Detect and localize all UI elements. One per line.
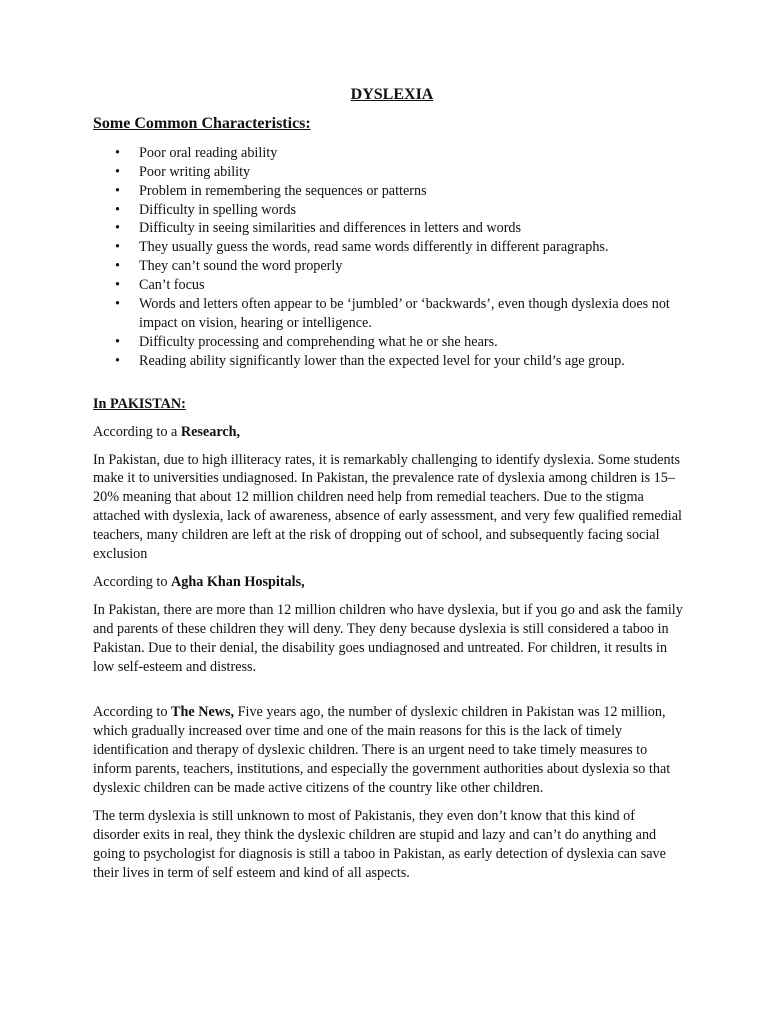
characteristic-item bbox=[93, 182, 683, 201]
characteristic-text: Words and letters often appear to be ‘jumbled’ or ‘backwards’, even though dyslexia does not impact on vision, hearing or intelligence. bbox=[139, 296, 670, 331]
characteristic-item bbox=[93, 257, 683, 276]
characteristic-text: Problem in remembering the sequences or patterns bbox=[139, 182, 427, 199]
characteristic-item bbox=[93, 276, 683, 295]
bullet-icon: • bbox=[115, 333, 120, 350]
characteristic-item bbox=[93, 219, 683, 238]
characteristics-list bbox=[93, 144, 683, 371]
characteristic-text: Reading ability significantly lower than the expected level for your child’s age group. bbox=[139, 352, 625, 369]
characteristic-item bbox=[93, 295, 683, 333]
research-source: Research, bbox=[180, 423, 241, 440]
pakistan-heading: In PAKISTAN: bbox=[93, 395, 186, 412]
characteristic-item bbox=[93, 238, 683, 257]
bullet-icon: • bbox=[115, 258, 120, 275]
research-intro: According to a Research, bbox=[93, 423, 241, 440]
closing-paragraph: The term dyslexia is still unknown to most of Pakistanis, they even don’t know that this kind of disorder exits in real, they think the dyslexic children are stupid and lazy and can’t do anything and going to psychologist for diagnosis is still a taboo in Pakistan, as early detection of dyslexia can save their lives in term of self esteem and kind of all aspects. bbox=[93, 808, 666, 881]
characteristics-heading: Some Common Characteristics: bbox=[93, 114, 311, 132]
characteristic-item bbox=[93, 144, 683, 163]
characteristic-text: Poor writing ability bbox=[139, 163, 251, 180]
characteristic-item bbox=[93, 201, 683, 220]
characteristic-text: Poor oral reading ability bbox=[139, 144, 278, 161]
characteristic-text: Difficulty in seeing similarities and differences in letters and words bbox=[139, 220, 522, 237]
characteristic-text: Can’t focus bbox=[139, 277, 205, 294]
characteristic-text: Difficulty processing and comprehending what he or she hears. bbox=[139, 333, 498, 350]
characteristic-text: They usually guess the words, read same words differently in different paragraphs. bbox=[139, 239, 609, 256]
characteristic-text: They can’t sound the word properly bbox=[139, 258, 343, 275]
characteristic-item bbox=[93, 333, 683, 352]
characteristic-item bbox=[93, 352, 683, 371]
agha-khan-paragraph: In Pakistan, there are more than 12 million children who have dyslexia, but if you go and ask the family and parents of these children they will deny. They deny because dyslexia is still considered a taboo in Pakistan. Due to their denial, the disability goes undiagnosed and untreated. For children, it results in low self-esteem and distress. bbox=[93, 601, 683, 675]
agha-khan-intro: According to Agha Khan Hospitals, bbox=[93, 573, 305, 590]
bullet-icon: • bbox=[115, 182, 120, 199]
document-title: DYSLEXIA bbox=[350, 86, 434, 103]
bullet-icon: • bbox=[115, 220, 120, 237]
the-news-source: The News, bbox=[171, 704, 235, 721]
bullet-icon: • bbox=[115, 163, 120, 180]
agha-khan-source: Agha Khan Hospitals, bbox=[171, 573, 305, 590]
bullet-icon: • bbox=[115, 239, 120, 256]
bullet-icon: • bbox=[115, 296, 120, 313]
bullet-icon: • bbox=[115, 277, 120, 294]
bullet-icon: • bbox=[115, 144, 120, 161]
characteristic-item bbox=[93, 163, 683, 182]
research-paragraph: In Pakistan, due to high illiteracy rates, it is remarkably challenging to identify dyslexia. Some students make it to universities undiagnosed. In Pakistan, the prevalence rate of dyslexia among children is 15–20% meaning that about 12 million children need help from remedial teachers. Due to the stigma attached with dyslexia, lack of awareness, absence of early assessment, and very few qualified remedial teachers, many children are left at the risk of dropping out of school, and subsequently facing social exclusion bbox=[93, 451, 682, 563]
document-page bbox=[93, 86, 683, 892]
the-news-paragraph: According to The News, Five years ago, the number of dyslexic children in Pakistan was 12 million, which gradually increased over time and one of the main reasons for this is the lack of timely identification and therapy of dyslexic children. There is an urgent need to take timely measures to inform parents, teachers, institutions, and especially the government authorities about dyslexia so that dyslexic children can be made active citizens of the country like other children. bbox=[93, 704, 671, 797]
characteristic-text: Difficulty in spelling words bbox=[139, 201, 296, 218]
bullet-icon: • bbox=[115, 201, 120, 218]
bullet-icon: • bbox=[115, 352, 120, 369]
